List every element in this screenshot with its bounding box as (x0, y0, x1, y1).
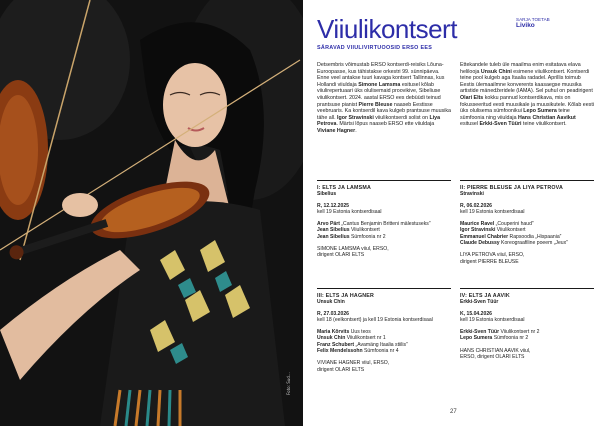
performer-line: VIVIANE HAGNER viiul, ERSO, (317, 360, 390, 367)
program-item: Unsuk Chin Viiulikontsert nr 1 (317, 335, 386, 342)
performer-line: dirigent OLARI ELTS (317, 252, 365, 259)
concert-heading: II: PIERRE BLEUSE JA LIYA PETROVA (460, 185, 564, 191)
performer-line: LIYA PETROVA viiul, ERSO, (460, 252, 525, 259)
composer-name: Emmanuel Chabrier (460, 233, 509, 240)
composer-name: Franz Schubert (317, 341, 355, 348)
program-item: Maurice Ravel „Couperini haud” (460, 221, 534, 228)
program-item: Jean Sibelius Viiulikontsert (317, 227, 380, 234)
program-item: Lepo Sumera Sümfoonia nr 2 (460, 335, 529, 342)
bold-name: Olari Elts (460, 94, 484, 101)
sponsor-label: SARJA TOETAB (516, 17, 550, 22)
bold-name: Lepo Sumera (523, 108, 557, 115)
bold-name: Pierre Bleuse (358, 101, 393, 108)
concert-venue: kell 18 (eelkontsert) ja kell 19 Estonia kontserdisaal (317, 316, 433, 323)
concert-program (460, 221, 594, 246)
concert-card (460, 180, 594, 265)
card-rule (460, 180, 594, 181)
concert-date: R, 06.02.2026 (460, 202, 493, 209)
page-title: Viiulikontsert (317, 14, 457, 44)
bold-name: Liya Petrova (317, 114, 441, 128)
composer-name: Erkki-Sven Tüür (460, 329, 500, 336)
performer-line: ERSO, dirigent OLARI ELTS (460, 354, 525, 361)
program-item: Maria Kõrvits Uus teos (317, 329, 371, 336)
card-rule (460, 288, 594, 289)
concert-performers (460, 348, 594, 361)
concert-heading: I: ELTS JA LAMSMA (317, 185, 372, 191)
bold-name: Hans Christian Aavikut (518, 114, 576, 121)
card-rule (317, 180, 451, 181)
composer-name: Lepo Sumera (460, 335, 493, 342)
program-item: Igor Stravinski Viiulikontsert (460, 227, 526, 234)
composer-name: Claude Debussy (460, 240, 500, 247)
bold-name: Unsuk Chini (480, 68, 512, 75)
program-item: Franz Schubert „Avamäng Itaalia stiilis” (317, 341, 408, 348)
concert-date: R, 12.12.2025 (317, 202, 350, 209)
program-item: Emmanuel Chabrier Rapsoodia „Hispaania” (460, 233, 562, 240)
composer-name: Jean Sibelius (317, 227, 350, 234)
concert-program (460, 329, 594, 342)
intro-text-right: Ettekandele tuleb üle maailma enim esitatava elava helilooja Unsuk Chini esimene viiulikontsert. Kontserdi teine pool kulgeb aga Itaalia radadel. Aprillis toimub Eestis ülemaailmne konverents kaasaegse muusika artistide mänedžeridele (IAMA). Sel puhul on peadirigent Olari Elts kokku pannud kontserdikava, mis on fokusseeritud eesti muusikale ja muusikutele. Kõlab eesti üks olulisema sümfoonikui Lepo Sumera teine sümfoonia ning viiuldaja Hans Christian Aavikut esitusel Erkki-Sven Tüüri teine viiulikontsert. (460, 62, 594, 128)
photo-credit: Foto: Sud… (286, 372, 291, 395)
program-item: Jean Sibelius Sümfoonia nr 2 (317, 233, 386, 240)
page-number: 27 (450, 409, 457, 415)
concert-heading: IV: ELTS JA AAVIK (460, 293, 510, 299)
concert-date: K, 15.04.2026 (460, 310, 493, 317)
program-item: Erkki-Sven Tüür Viiulikontsert nr 2 (460, 329, 540, 336)
card-rule (317, 288, 451, 289)
concert-subheading: Unsuk Chin (317, 299, 345, 306)
concert-heading: III: ELTS JA HAGNER (317, 293, 375, 299)
concert-program (317, 221, 451, 240)
program-item: Claude Debussy Koreograafiline poeem „Jeux” (460, 240, 568, 247)
article-page (303, 0, 600, 426)
concert-card (317, 288, 451, 373)
concert-performers (460, 252, 594, 265)
composer-name: Unsuk Chin (317, 335, 346, 342)
composer-name: Igor Stravinski (460, 227, 496, 234)
concert-venue: kell 19 Estonia kontserdisaal (460, 208, 525, 215)
bold-name: Simone Lamsma (358, 81, 401, 88)
concert-venue: kell 19 Estonia kontserdisaal (317, 208, 382, 215)
composer-name: Felix Mendelssohn (317, 348, 363, 355)
program-item: Felix Mendelssohn Sümfoonia nr 4 (317, 348, 399, 355)
concert-subheading: Sibelius (317, 191, 337, 198)
composer-name: Maurice Ravel (460, 221, 495, 228)
performer-line: dirigent PIERRE BLEUSE (460, 258, 519, 265)
concert-performers (317, 246, 451, 259)
performer-line: SIMONE LAMSMA viiul, ERSO, (317, 246, 389, 253)
bold-name: Igor Stravinski (337, 114, 374, 121)
concert-subheading: Stravinski (460, 191, 484, 198)
intro-text-left: Detsembris võimustab ERSO kontserdi-reisiks Lõuna-Euroopasse, kus tähistakse orkestri 99. sünnipäeva. Enne veel antakse tuuri kavaga kontsert Tallinnas, kus Hollandi viiuldaja Simone Lamsma esitusel kõlab viiulirepertuaari üks olulisemaid proovikive, Sibeliuse viiulikontsert. 2024. aastal ERSO ees debüüdi teinud prantsuse pianist Pierre Bleuse naaseb Eestisse veebruaris. Ka kontserdil kava kulgeb prantsuse muusika tähe all. Igor Stravinski viiulikontserdi solist on Liya Petrova. Märtsi lõpus naaseb ERSO ette viiuldaja Viviane Hagner. (317, 62, 451, 134)
article-subtitle: SÄRAVAD VIIULIVIRTUOOSID ERSO EES (317, 45, 433, 51)
concert-card (460, 288, 594, 360)
sponsor-name: Liviko (516, 21, 535, 29)
concert-performers (317, 360, 451, 373)
program-item: Arvo Pärt „Cantus Benjamin Britteni mälestuseks” (317, 221, 431, 228)
concert-program (317, 329, 451, 354)
composer-name: Jean Sibelius (317, 233, 350, 240)
bold-name: Viviane Hagner (317, 127, 356, 134)
performer-line: HANS CHRISTIAN AAVIK viiul, (460, 347, 531, 354)
series-sponsor (516, 17, 550, 28)
concert-card (317, 180, 451, 259)
composer-name: Arvo Pärt (317, 221, 340, 228)
concert-subheading: Erkki-Sven Tüür (460, 299, 499, 306)
concert-venue: kell 19 Estonia kontserdisaal (460, 316, 525, 323)
concert-date: R, 27.03.2026 (317, 310, 350, 317)
bold-name: Erkki-Sven Tüüri (479, 121, 522, 128)
composer-name: Maria Kõrvits (317, 329, 350, 336)
performer-line: dirigent OLARI ELTS (317, 366, 365, 373)
